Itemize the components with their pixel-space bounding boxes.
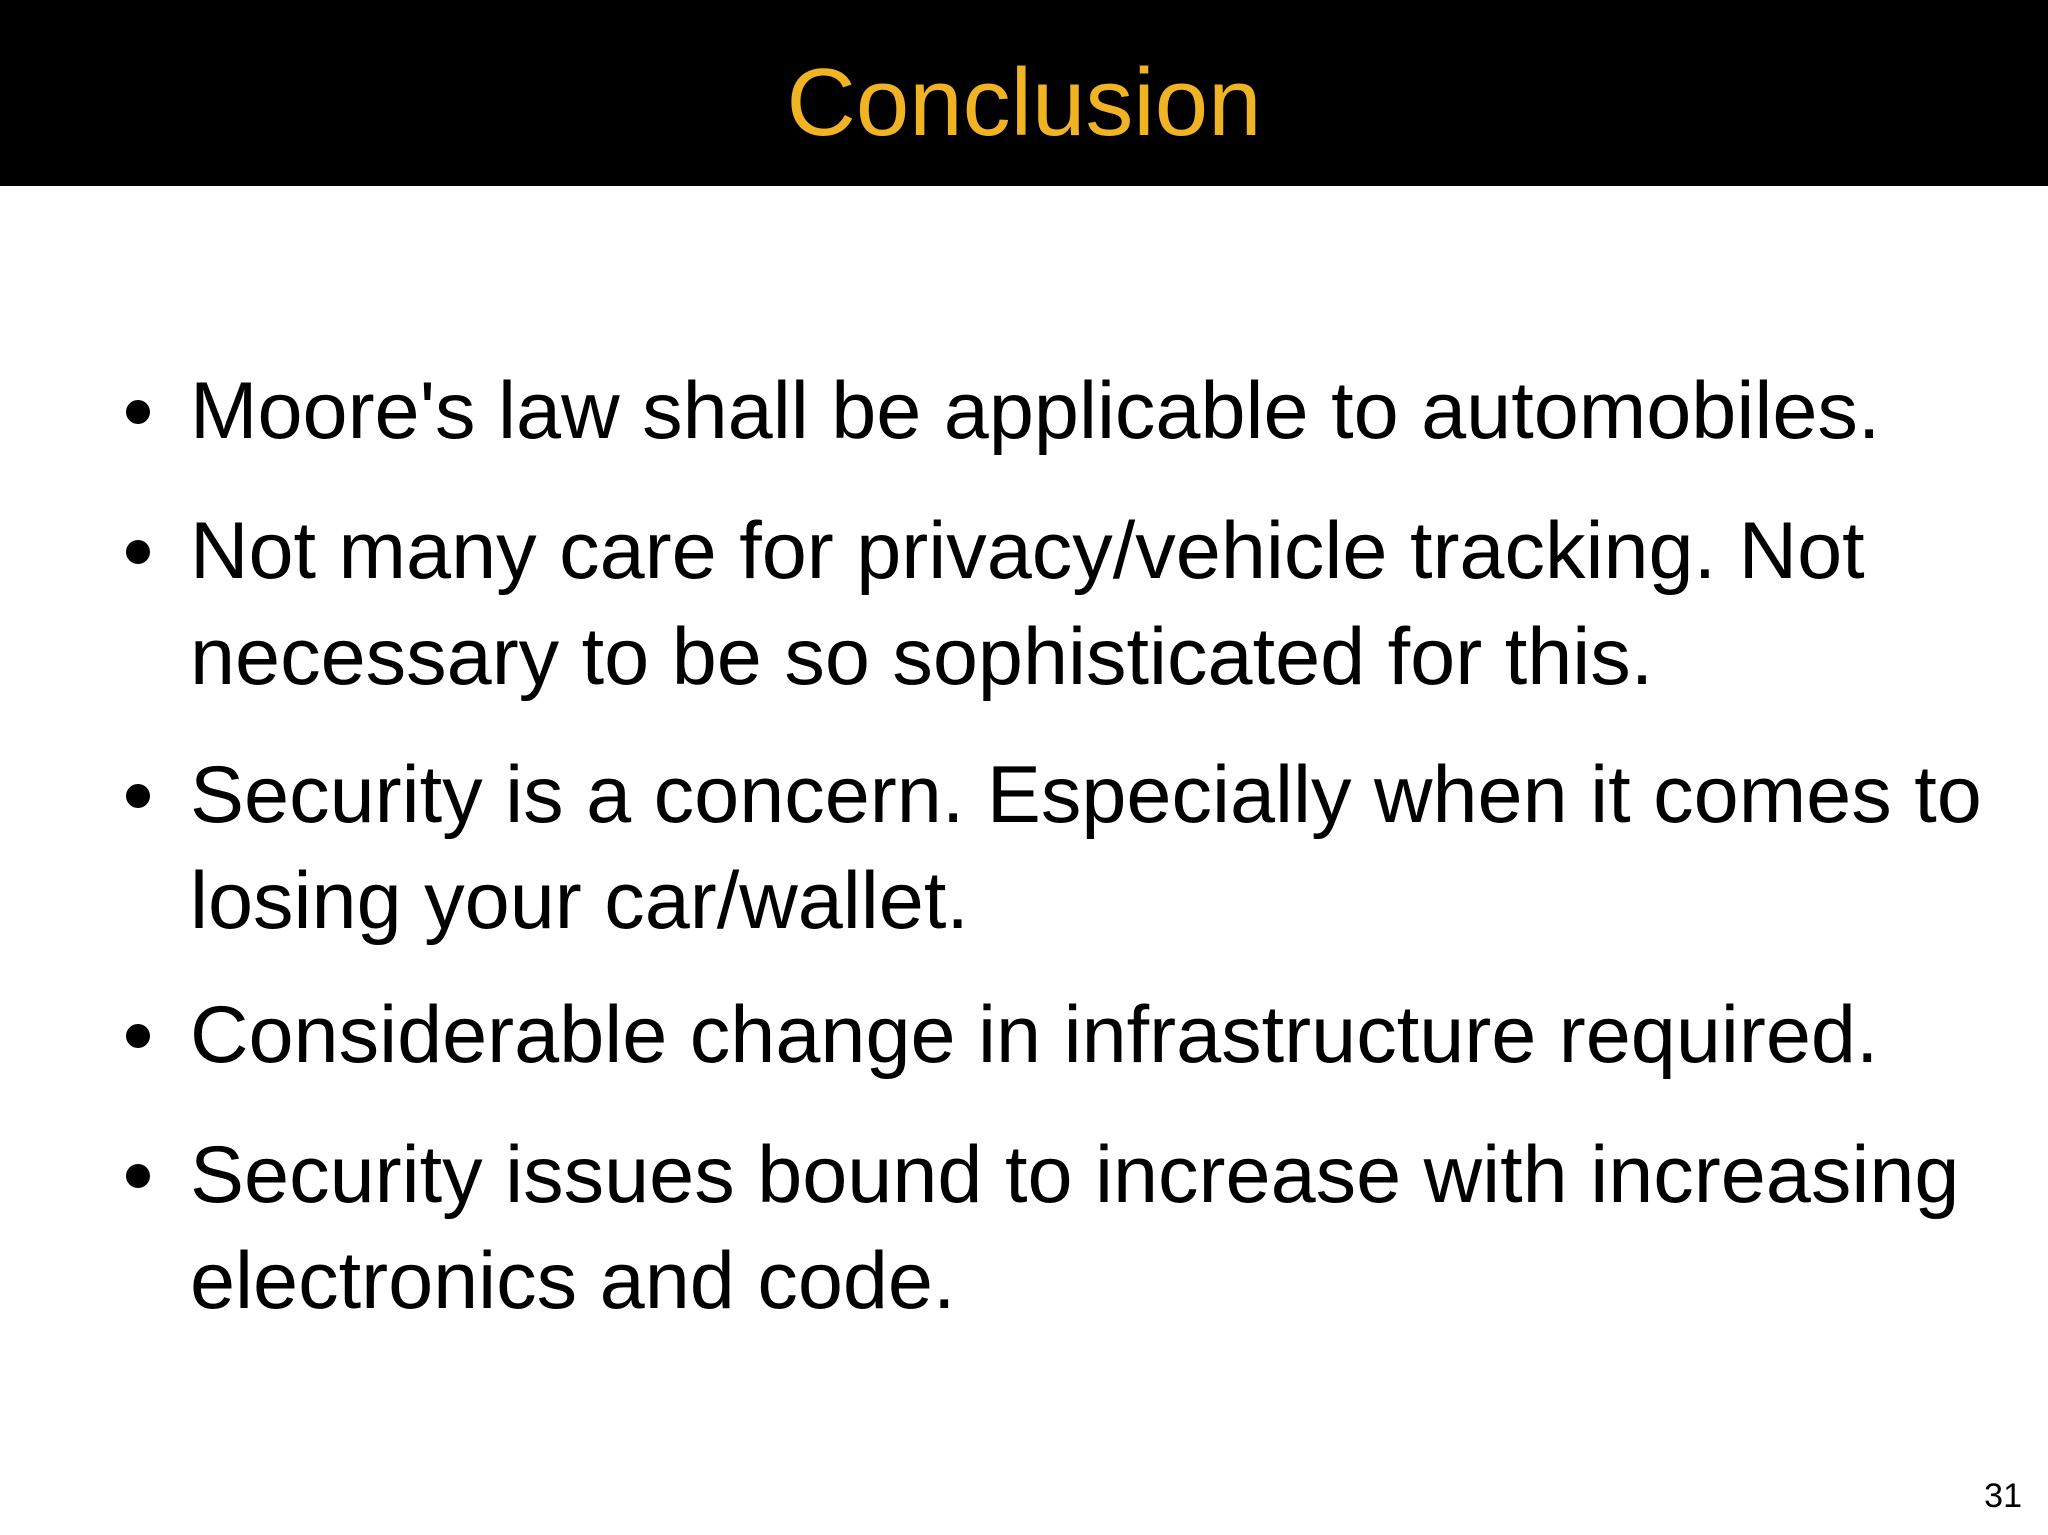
- bullet-text: Considerable change in infrastructure required.: [190, 990, 1879, 1080]
- title-bar: [0, 0, 2048, 186]
- page-number: 31: [1984, 1477, 2022, 1515]
- bullet-dot-icon: [126, 400, 150, 424]
- bullet-dot-icon: [126, 1024, 150, 1048]
- bullet-item: [190, 742, 1990, 954]
- bullet-text: Not many care for privacy/vehicle tracking. Not necessary to be so sophisticated for this.: [190, 506, 1865, 702]
- bullet-item: [190, 498, 1990, 710]
- bullet-text: Security issues bound to increase with increasing electronics and code.: [190, 1130, 1960, 1326]
- slide-title: Conclusion: [786, 49, 1262, 156]
- bullet-dot-icon: [126, 1164, 150, 1188]
- bullet-item: [190, 982, 1990, 1088]
- bullet-dot-icon: [126, 540, 150, 564]
- bullet-dot-icon: [126, 784, 150, 808]
- bullet-item: [190, 1122, 1990, 1334]
- bullet-item: [190, 358, 1990, 464]
- bullet-text: Moore's law shall be applicable to automobiles.: [190, 366, 1881, 456]
- bullet-text: Security is a concern. Especially when it comes to losing your car/wallet.: [190, 750, 1982, 946]
